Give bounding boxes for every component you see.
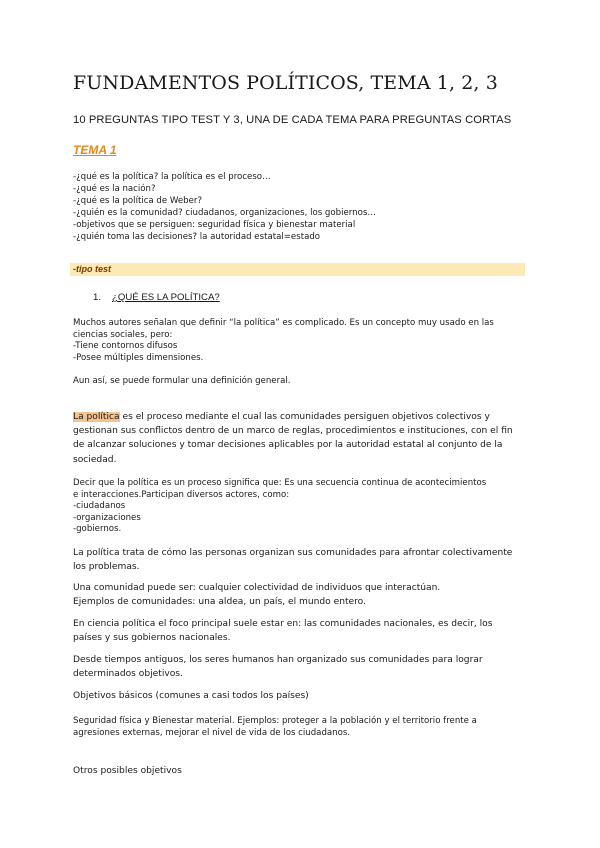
- objectives-heading: [73, 689, 533, 703]
- objectives-paragraph: [73, 716, 533, 739]
- question-item: -¿qué es la política de Weber?: [73, 196, 203, 206]
- question-item: -objetivos que se persiguen: seguridad física y bienestar material: [73, 220, 356, 230]
- paragraph-line: agresiones externas, mejorar el nivel de vida de los ciudadanos.: [73, 727, 351, 738]
- section-number: 1.: [93, 292, 102, 303]
- ancient-paragraph: [73, 653, 533, 681]
- paragraph-line: sociedad.: [73, 454, 117, 465]
- paragraph-line: -ciudadanos: [73, 501, 126, 511]
- document-title: FUNDAMENTOS POLÍTICOS, TEMA 1, 2, 3: [73, 72, 498, 94]
- paragraph-line: determinados objetivos.: [73, 669, 183, 680]
- paragraph-line: Desde tiempos antiguos, los seres humanos han organizado sus comunidades para lograr: [73, 655, 483, 665]
- focus-paragraph: [73, 617, 533, 645]
- other-objectives: [73, 764, 533, 778]
- paragraph-line: Aun así, se puede formular una definición general.: [73, 376, 291, 386]
- problems-paragraph: [73, 546, 533, 574]
- paragraph-line: ciencias sociales, pero:: [73, 329, 173, 340]
- paragraph-line: Ejemplos de comunidades: una aldea, un país, el mundo entero.: [73, 597, 366, 608]
- general-definition-note: [73, 376, 533, 388]
- paragraph-line: La política trata de cómo las personas organizan sus comunidades para afrontar colectivamente: [73, 548, 513, 558]
- paragraph-line: -Posee múltiples dimensiones.: [73, 352, 204, 363]
- question-item: -¿quién es la comunidad? ciudadanos, organizaciones, los gobiernos…: [73, 208, 376, 218]
- intro-paragraph: [73, 318, 533, 364]
- definition-first-line: es el proceso mediante el cual las comunidades persiguen objetivos colectivos y: [119, 412, 490, 422]
- question-item: -¿qué es la nación?: [73, 184, 156, 194]
- tema-heading: TEMA 1: [73, 143, 117, 157]
- question-list: [73, 171, 376, 243]
- tipo-test-label: -tipo test: [73, 264, 111, 274]
- paragraph-line: [73, 410, 533, 424]
- tipo-test-highlight-bar: [70, 263, 525, 276]
- section-title: ¿QUÉ ES LA POLÍTICA?: [112, 292, 220, 303]
- highlighted-term: La política: [73, 412, 120, 422]
- question-item: -¿quién toma las decisiones? la autoridad estatal=estado: [73, 232, 321, 242]
- document-subtitle: 10 PREGUNTAS TIPO TEST Y 3, UNA DE CADA TEMA PARA PREGUNTAS CORTAS: [73, 114, 512, 126]
- paragraph-line: -organizaciones: [73, 512, 141, 523]
- process-paragraph: [73, 478, 533, 536]
- paragraph-line: Muchos autores señalan que definir “la política” es complicado. Es un concepto muy usado en las: [73, 318, 494, 328]
- paragraph-line: países y sus gobiernos nacionales.: [73, 633, 231, 644]
- paragraph-line: Otros posibles objetivos: [73, 766, 182, 776]
- paragraph-line: los problemas.: [73, 562, 140, 573]
- paragraph-line: e interacciones.Participan diversos actores, como:: [73, 489, 290, 500]
- question-item: -¿qué es la política? la política es el proceso…: [73, 172, 271, 182]
- paragraph-line: de alcanzar soluciones y tomar decisiones aplicables por la autoridad estatal al conjunto de la: [73, 440, 503, 451]
- community-paragraph: [73, 581, 533, 609]
- paragraph-line: Una comunidad puede ser: cualquier colectividad de individuos que interactúan.: [73, 583, 441, 593]
- paragraph-line: -Tiene contornos difusos: [73, 341, 178, 351]
- paragraph-line: Seguridad física y Bienestar material. Ejemplos: proteger a la población y el territorio frente a: [73, 716, 477, 726]
- definition-paragraph: [73, 410, 533, 467]
- paragraph-line: En ciencia política el foco principal suele estar en: las comunidades nacionales, es decir, los: [73, 619, 493, 629]
- paragraph-line: gestionan sus conflictos dentro de un marco de reglas, procedimientos e instituciones, con el fin: [73, 426, 513, 437]
- paragraph-line: Objetivos básicos (comunes a casi todos los países): [73, 691, 309, 701]
- paragraph-line: Decir que la política es un proceso significa que: Es una secuencia continua de acontecimientos: [73, 478, 487, 488]
- paragraph-line: -gobiernos.: [73, 524, 122, 534]
